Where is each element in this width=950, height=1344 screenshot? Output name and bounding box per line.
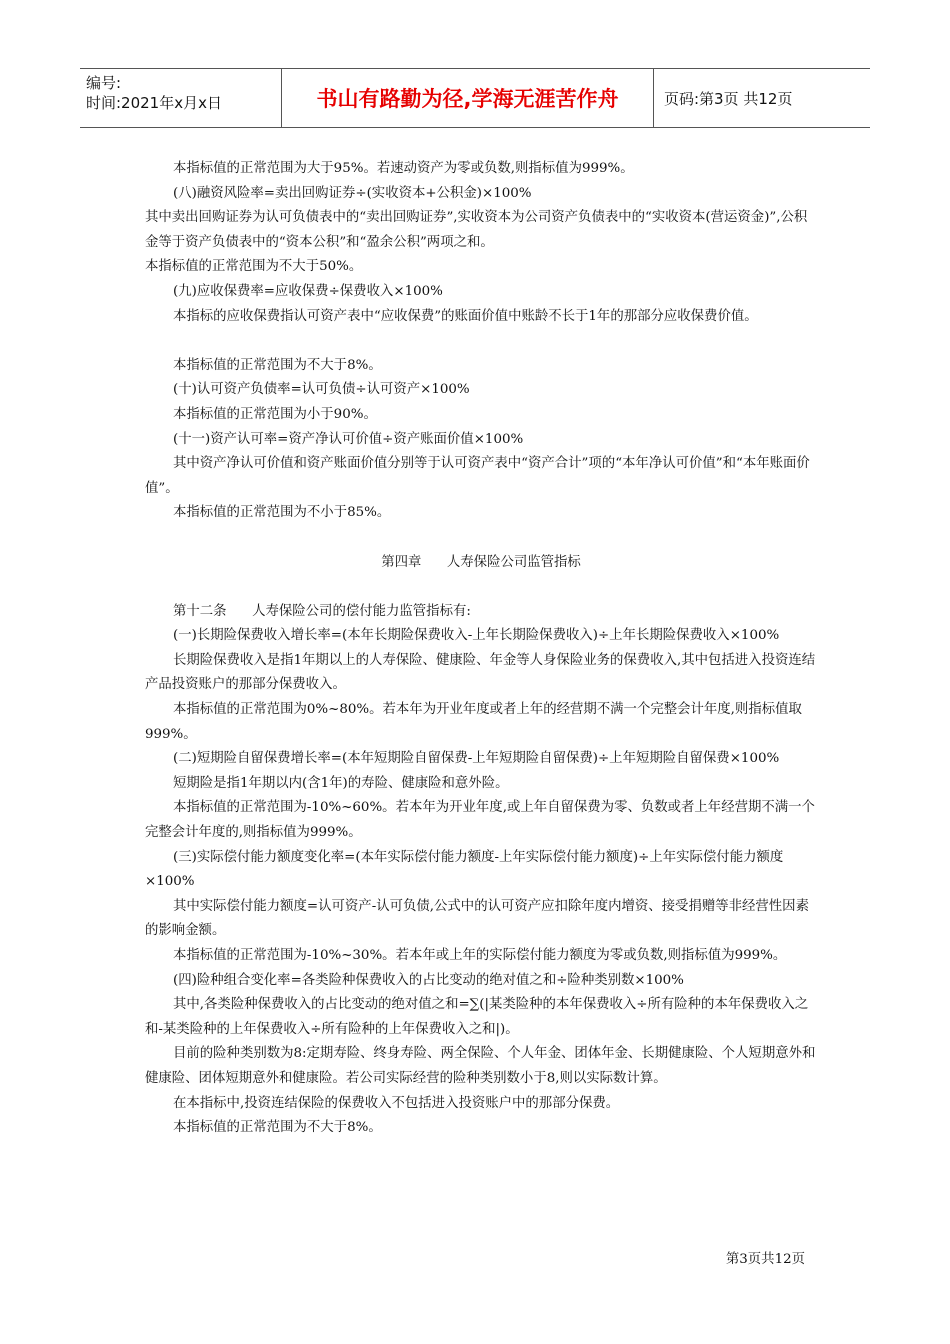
body-paragraph: 其中卖出回购证券为认可负债表中的“卖出回购证券”,实收资本为公司资产负债表中的“实收资本(营运资金)”,公积金等于资产负债表中的“资本公积”和“盈余公积”两项之和。 <box>145 210 808 250</box>
body-paragraph: (十)认可资产负债率=认可负债÷认可资产×100% <box>173 382 470 398</box>
body-paragraph: (三)实际偿付能力额度变化率=(本年实际偿付能力额度-上年实际偿付能力额度)÷上年实际偿付能力额度×100% <box>145 849 784 890</box>
body-paragraph: (九)应收保费率=应收保费÷保费收入×100% <box>173 283 443 299</box>
document-body <box>145 157 817 1141</box>
header-page-label: 页码:第3页 共12页 <box>664 89 793 108</box>
body-paragraph: 第十二条 人寿保险公司的偿付能力监管指标有: <box>173 603 471 619</box>
page-footer: 第3页共12页 <box>725 1252 805 1267</box>
body-paragraph: 长期险保费收入是指1年期以上的人寿保险、健康险、年金等人身保险业务的保费收入,其中包括进入投资连结产品投资账户的那部分保费收入。 <box>145 652 816 693</box>
body-paragraph: 其中实际偿付能力额度=认可资产-认可负债,公式中的认可资产应扣除年度内增资、接受捐赠等非经营性因素的影响金额。 <box>145 898 809 939</box>
body-paragraph: 本指标值的正常范围为-10%~60%。若本年为开业年度,或上年自留保费为零、负数或者上年经营期不满一个完整会计年度的,则指标值为999%。 <box>145 800 815 841</box>
chapter-heading: 第四章 人寿保险公司监管指标 <box>381 554 581 570</box>
blank-line <box>145 526 817 551</box>
body-paragraph: 本指标值的正常范围为小于90%。 <box>173 406 377 422</box>
body-paragraph: 本指标的应收保费指认可资产表中“应收保费”的账面价值中账龄不长于1年的那部分应收保费价值。 <box>173 308 758 324</box>
body-paragraph: 本指标值的正常范围为0%~80%。若本年为开业年度或者上年的经营期不满一个完整会计年度,则指标值取999%。 <box>145 702 802 742</box>
body-paragraph: 本指标值的正常范围为不小于85%。 <box>173 505 391 521</box>
body-paragraph: 本指标值的正常范围为不大于8%。 <box>173 357 382 373</box>
body-paragraph: (十一)资产认可率=资产净认可价值÷资产账面价值×100% <box>173 431 524 447</box>
body-paragraph: 其中资产净认可价值和资产账面价值分别等于认可资产表中“资产合计”项的“本年净认可价值”和“本年账面价值”。 <box>145 456 810 496</box>
blank-line <box>145 329 817 354</box>
body-paragraph: 短期险是指1年期以内(含1年)的寿险、健康险和意外险。 <box>173 775 509 791</box>
body-paragraph: 本指标值的正常范围为大于95%。若速动资产为零或负数,则指标值为999%。 <box>173 161 634 176</box>
body-paragraph: 在本指标中,投资连结保险的保费收入不包括进入投资账户中的那部分保费。 <box>173 1095 620 1111</box>
blank-line <box>145 575 817 600</box>
body-paragraph: 其中,各类险种保费收入的占比变动的绝对值之和=∑(|某类险种的本年保费收入÷所有险种的本年保费收入之和-某类险种的上年保费收入÷所有险种的上年保费收入之和|)。 <box>145 997 809 1037</box>
body-paragraph: 本指标值的正常范围为-10%~30%。若本年或上年的实际偿付能力额度为零或负数,则指标值为999%。 <box>173 948 787 963</box>
page-header <box>80 68 870 128</box>
body-paragraph: (二)短期险自留保费增长率=(本年短期险自留保费-上年短期险自留保费)÷上年短期险自留保费×100% <box>173 751 780 767</box>
document-number-label: 编号: <box>86 74 122 92</box>
header-motto: 书山有路勤为径,学海无涯苦作舟 <box>282 69 654 127</box>
header-meta <box>80 69 282 127</box>
body-paragraph: (四)险种组合变化率=各类险种保费收入的占比变动的绝对值之和÷险种类别数×100% <box>173 972 684 988</box>
body-paragraph: (八)融资风险率=卖出回购证券÷(实收资本+公积金)×100% <box>173 185 532 201</box>
body-paragraph: 目前的险种类别数为8:定期寿险、终身寿险、两全保险、个人年金、团体年金、长期健康险、个人短期意外和健康险、团体短期意外和健康险。若公司实际经营的险种类别数小于8,则以实际数计算。 <box>145 1046 816 1086</box>
document-time-label: 时间:2021年x月x日 <box>86 94 222 112</box>
body-paragraph: 本指标值的正常范围为不大于8%。 <box>173 1120 382 1136</box>
body-paragraph: (一)长期险保费收入增长率=(本年长期险保费收入-上年长期险保费收入)÷上年长期险保费收入×100% <box>173 628 780 644</box>
body-paragraph: 本指标值的正常范围为不大于50%。 <box>145 259 363 275</box>
